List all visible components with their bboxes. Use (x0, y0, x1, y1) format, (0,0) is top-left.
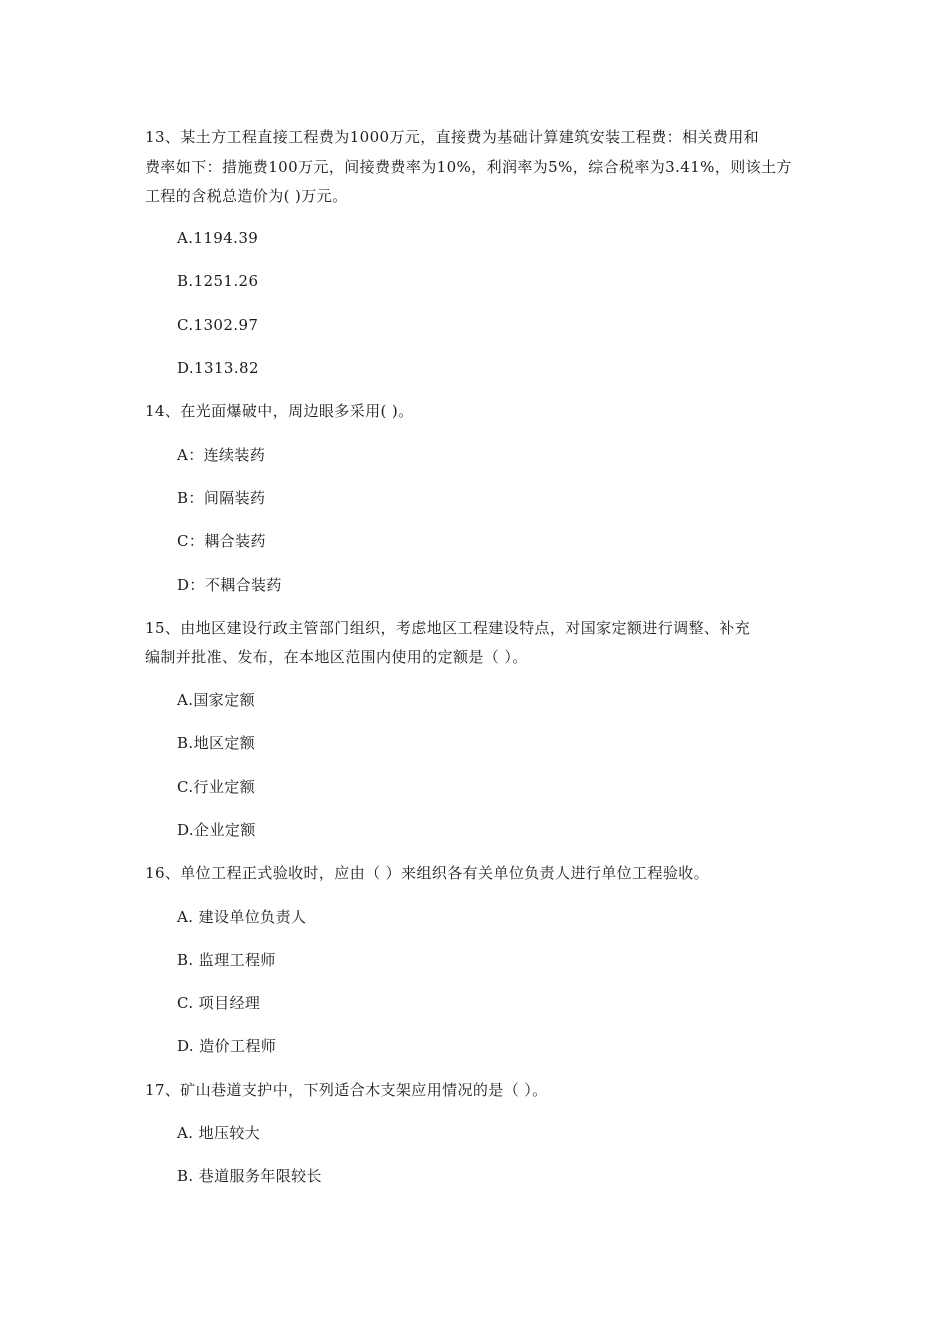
question-13-line-3: 工程的含税总造价为( )万元。 (145, 187, 348, 205)
question-13-option-b: B.1251.26 (177, 272, 259, 290)
question-14-option-d: D：不耦合装药 (177, 576, 282, 594)
question-17-line-1: 17、矿山巷道支护中，下列适合木支架应用情况的是（ ）。 (145, 1081, 548, 1099)
question-13-line-2: 费率如下：措施费100万元，间接费费率为10%，利润率为5%，综合税率为3.41%，则该土方 (145, 158, 792, 176)
question-13-option-d: D.1313.82 (177, 359, 259, 377)
question-13-line-1: 13、某土方工程直接工程费为1000万元，直接费为基础计算建筑安装工程费：相关费用和 (145, 128, 760, 146)
question-16-option-a: A. 建设单位负责人 (177, 908, 307, 926)
question-14-option-b: B：间隔装药 (177, 489, 266, 507)
question-15-option-d: D.企业定额 (177, 821, 256, 839)
question-15-option-b: B.地区定额 (177, 734, 256, 752)
question-16-option-d: D. 造价工程师 (177, 1037, 277, 1055)
question-14-option-c: C：耦合装药 (177, 532, 266, 550)
question-16-option-c: C. 项目经理 (177, 994, 261, 1012)
question-16-line-1: 16、单位工程正式验收时，应由（ ）来组织各有关单位负责人进行单位工程验收。 (145, 864, 710, 882)
question-14-line-1: 14、在光面爆破中，周边眼多采用( )。 (145, 402, 414, 420)
question-15-line-1: 15、由地区建设行政主管部门组织，考虑地区工程建设特点，对国家定额进行调整、补充 (145, 619, 751, 637)
question-14-option-a: A：连续装药 (177, 446, 266, 464)
question-15-line-2: 编制并批准、发布，在本地区范围内使用的定额是（ ）。 (145, 648, 528, 666)
question-17-option-b: B. 巷道服务年限较长 (177, 1167, 322, 1185)
question-17-option-a: A. 地压较大 (177, 1124, 261, 1142)
question-16-option-b: B. 监理工程师 (177, 951, 276, 969)
question-15-option-a: A.国家定额 (177, 691, 256, 709)
question-15-option-c: C.行业定额 (177, 778, 256, 796)
question-13-option-c: C.1302.97 (177, 316, 259, 334)
question-13-option-a: A.1194.39 (177, 229, 259, 247)
